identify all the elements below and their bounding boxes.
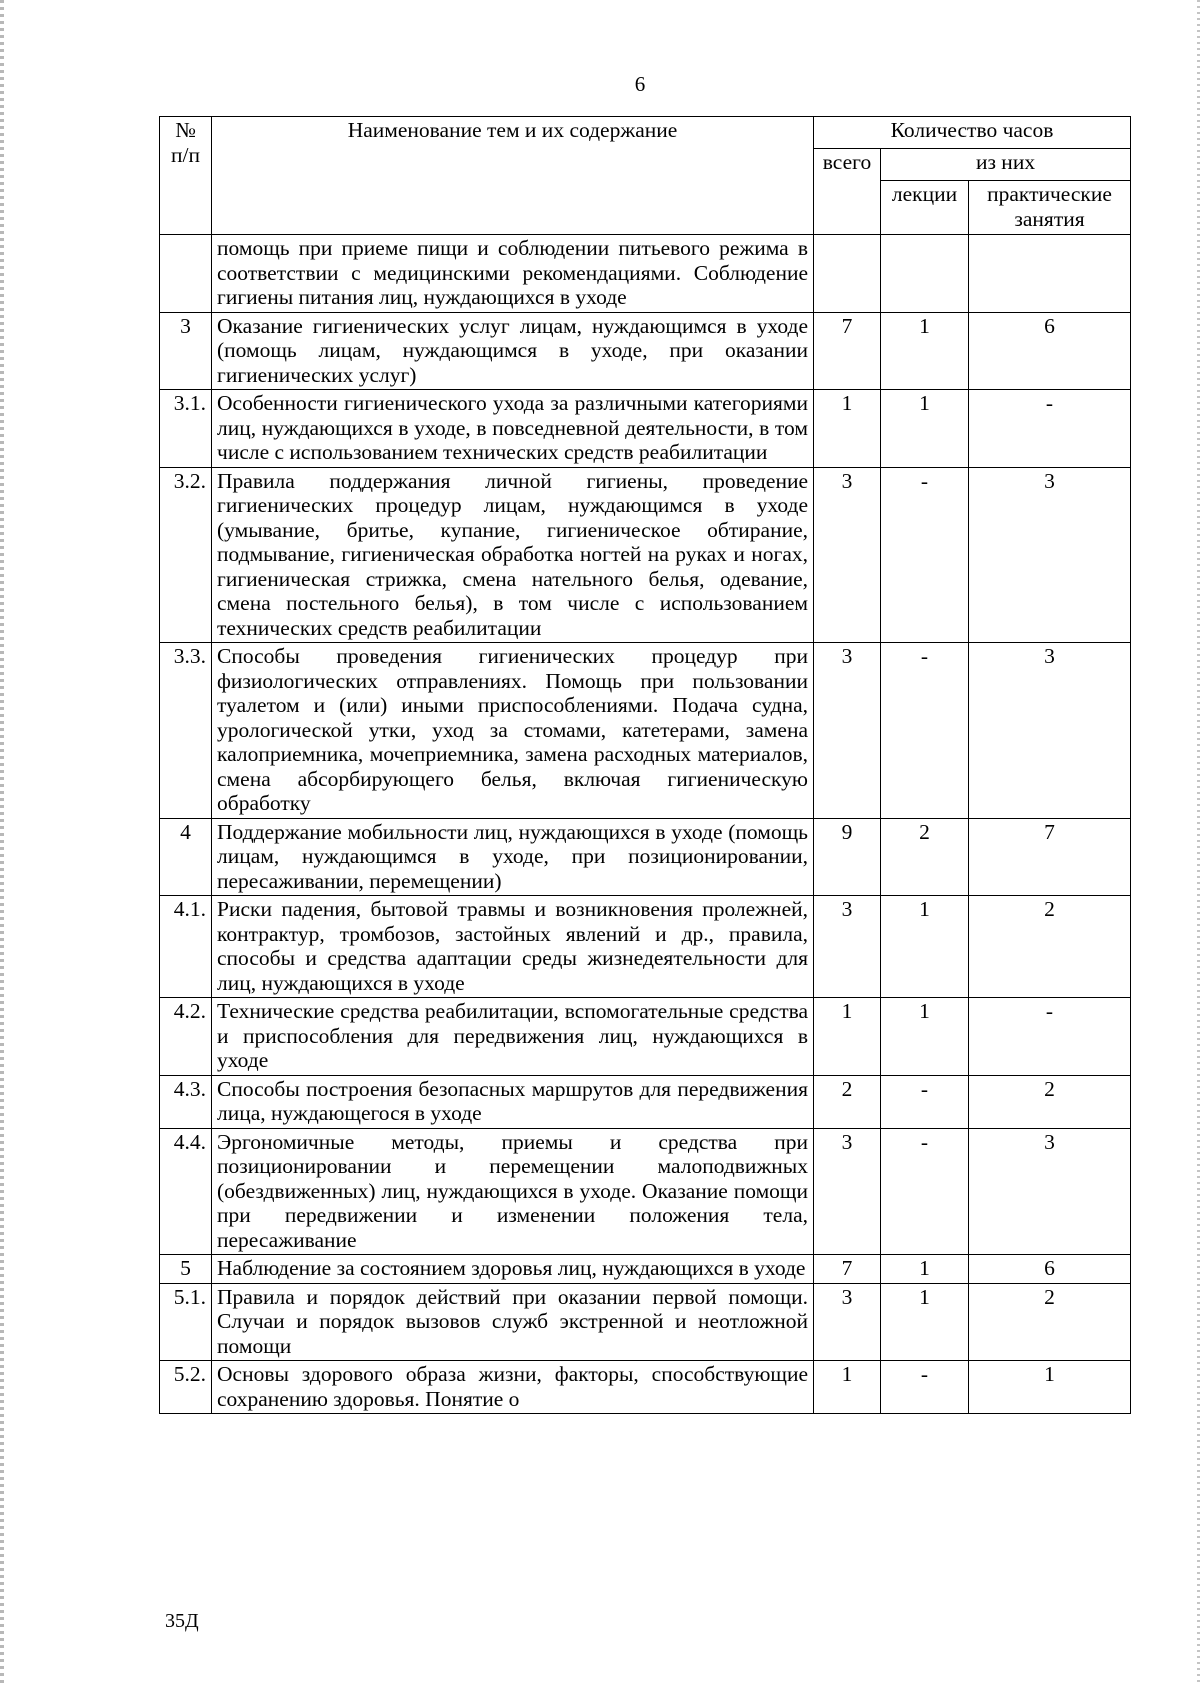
row-num: 3.2. (160, 467, 212, 643)
row-lectures: 2 (881, 818, 969, 896)
row-lectures: 1 (881, 896, 969, 998)
header-total: всего (814, 149, 881, 235)
table-row (160, 1361, 1131, 1414)
row-practice: 2 (969, 1283, 1131, 1361)
row-num: 3.1. (160, 390, 212, 468)
row-topic: Оказание гигиенических услуг лицам, нуждающимся в уходе (помощь лицам, нуждающимся в уходе, при оказании гигиенических услуг) (212, 312, 814, 390)
row-total: 3 (814, 643, 881, 819)
row-practice: 3 (969, 467, 1131, 643)
row-num: 4.3. (160, 1075, 212, 1128)
row-num: 4.4. (160, 1128, 212, 1255)
row-total: 1 (814, 390, 881, 468)
row-topic: Способы построения безопасных маршрутов для передвижения лица, нуждающегося в уходе (212, 1075, 814, 1128)
row-num: 5.1. (160, 1283, 212, 1361)
row-total (814, 235, 881, 313)
table-row (160, 390, 1131, 468)
curriculum-table (159, 116, 1131, 1414)
row-lectures: 1 (881, 1283, 969, 1361)
row-num: 3 (160, 312, 212, 390)
row-total: 7 (814, 312, 881, 390)
scan-edge-left (0, 0, 4, 1686)
row-topic: Технические средства реабилитации, вспомогательные средства и приспособления для передвижения лиц, нуждающихся в уходе (212, 998, 814, 1076)
row-topic: Риски падения, бытовой травмы и возникновения пролежней, контрактур, тромбозов, застойных явлений и др., правила, способы и средства адаптации среды жизнедеятельности для лиц, нуждающихся в уходе (212, 896, 814, 998)
row-total: 7 (814, 1255, 881, 1284)
row-lectures: - (881, 1361, 969, 1414)
row-topic: Эргономичные методы, приемы и средства при позиционировании и перемещении малоподвижных (обездвиженных) лиц, нуждающихся в уходе. Оказание помощи при передвижении и изменении положения тела, пересаживание (212, 1128, 814, 1255)
table-row (160, 235, 1131, 313)
row-practice: - (969, 390, 1131, 468)
row-practice: 2 (969, 896, 1131, 998)
row-num: 4 (160, 818, 212, 896)
row-topic: Наблюдение за состоянием здоровья лиц, нуждающихся в уходе (212, 1255, 814, 1284)
table-row (160, 1255, 1131, 1284)
row-lectures (881, 235, 969, 313)
row-num: 4.1. (160, 896, 212, 998)
row-topic: Основы здорового образа жизни, факторы, способствующие сохранению здоровья. Понятие о (212, 1361, 814, 1414)
row-total: 3 (814, 467, 881, 643)
row-topic: Правила поддержания личной гигиены, проведение гигиенических процедур лицам, нуждающимся в уходе (умывание, бритье, купание, гигиеническое обтирание, подмывание, гигиеническая обработка ногтей на руках и ногах, гигиеническая стрижка, смена нательного белья, одевание, смена постельного белья), в том числе с использованием технических средств реабилитации (212, 467, 814, 643)
row-total: 1 (814, 998, 881, 1076)
row-practice: 2 (969, 1075, 1131, 1128)
row-num: 5 (160, 1255, 212, 1284)
row-practice (969, 235, 1131, 313)
row-practice: 1 (969, 1361, 1131, 1414)
row-practice: 6 (969, 312, 1131, 390)
footer-document-code: 35Д (165, 1610, 199, 1632)
table-header (160, 117, 1131, 235)
header-num: № п/п (160, 117, 212, 235)
row-lectures: 1 (881, 998, 969, 1076)
row-practice: 3 (969, 1128, 1131, 1255)
table-row (160, 467, 1131, 643)
row-topic: Особенности гигиенического ухода за различными категориями лиц, нуждающихся в уходе, в повседневной деятельности, в том числе с использованием технических средств реабилитации (212, 390, 814, 468)
table-row (160, 998, 1131, 1076)
header-of-them: из них (881, 149, 1131, 181)
row-topic: помощь при приеме пищи и соблюдении питьевого режима в соответствии с медицинскими рекомендациями. Соблюдение гигиены питания лиц, нуждающихся в уходе (212, 235, 814, 313)
row-practice: 7 (969, 818, 1131, 896)
row-lectures: 1 (881, 312, 969, 390)
row-num: 4.2. (160, 998, 212, 1076)
row-practice: - (969, 998, 1131, 1076)
row-lectures: 1 (881, 1255, 969, 1284)
row-practice: 6 (969, 1255, 1131, 1284)
table-row (160, 896, 1131, 998)
row-topic: Правила и порядок действий при оказании первой помощи. Случаи и порядок вызовов служб экстренной и неотложной помощи (212, 1283, 814, 1361)
page-number: 6 (634, 72, 646, 96)
row-num: 5.2. (160, 1361, 212, 1414)
row-lectures: 1 (881, 390, 969, 468)
table-row (160, 1075, 1131, 1128)
table-row (160, 1283, 1131, 1361)
row-topic: Способы проведения гигиенических процедур при физиологических отправлениях. Помощь при пользовании туалетом и (или) иными приспособлениями. Подача судна, урологической утки, уход за стомами, катетерами, замена калоприемника, мочеприемника, замена расходных материалов, смена абсорбирующего белья, включая гигиеническую обработку (212, 643, 814, 819)
row-practice: 3 (969, 643, 1131, 819)
header-hours: Количество часов (814, 117, 1131, 149)
row-num: 3.3. (160, 643, 212, 819)
row-topic: Поддержание мобильности лиц, нуждающихся в уходе (помощь лицам, нуждающимся в уходе, при позиционировании, пересаживании, перемещении) (212, 818, 814, 896)
row-total: 3 (814, 1283, 881, 1361)
row-num (160, 235, 212, 313)
header-topic: Наименование тем и их содержание (212, 117, 814, 235)
row-lectures: - (881, 643, 969, 819)
row-total: 3 (814, 1128, 881, 1255)
table-row (160, 1128, 1131, 1255)
table-row (160, 312, 1131, 390)
row-total: 9 (814, 818, 881, 896)
header-lectures: лекции (881, 181, 969, 235)
header-practice: практические занятия (969, 181, 1131, 235)
row-lectures: - (881, 467, 969, 643)
row-lectures: - (881, 1128, 969, 1255)
row-total: 2 (814, 1075, 881, 1128)
row-total: 3 (814, 896, 881, 998)
row-total: 1 (814, 1361, 881, 1414)
row-lectures: - (881, 1075, 969, 1128)
table-row (160, 818, 1131, 896)
table-row (160, 643, 1131, 819)
